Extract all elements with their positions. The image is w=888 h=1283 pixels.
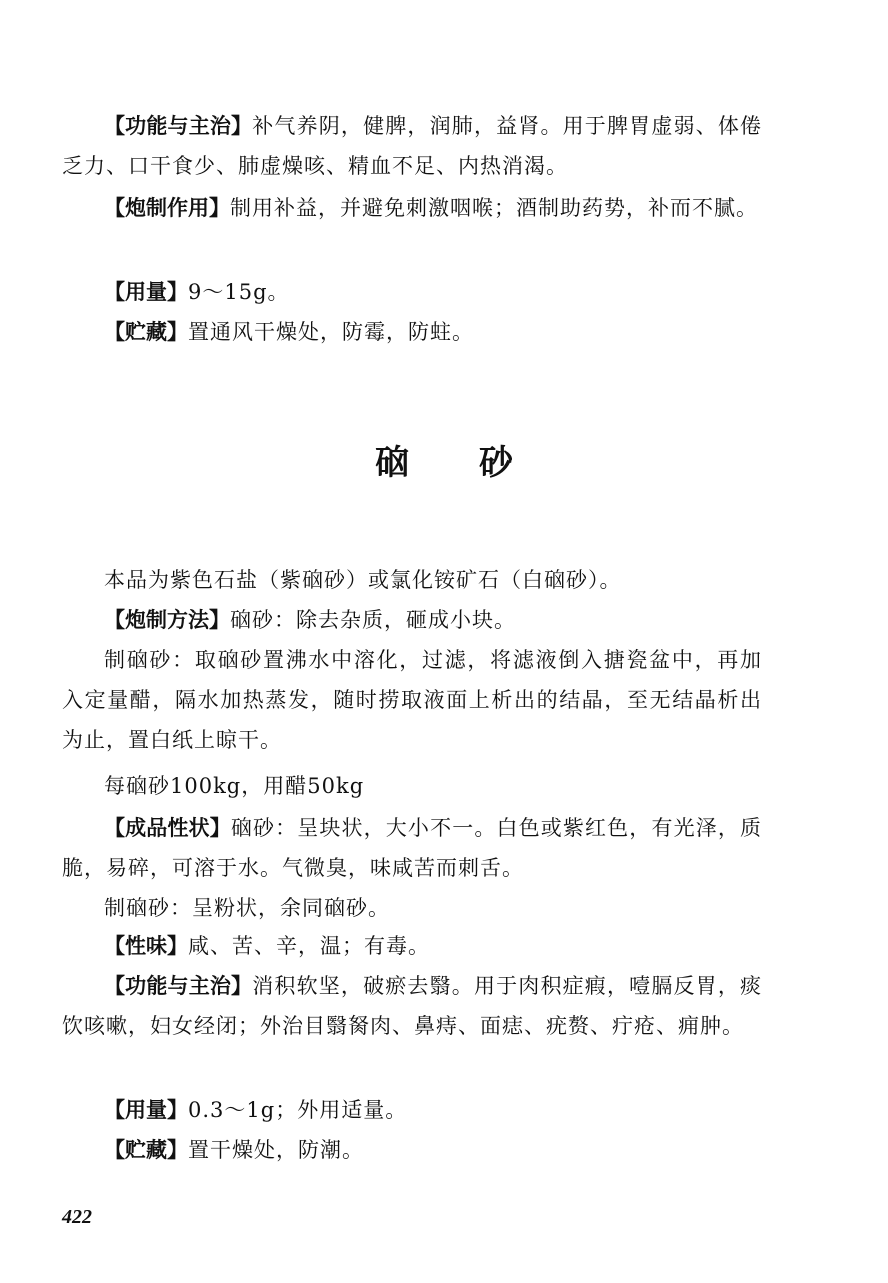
ratio-paragraph: 每硇砂100kg，用醋50kg	[104, 774, 365, 798]
product-label: 【成品性状】	[104, 815, 231, 840]
top-dosage-label: 【用量】	[104, 279, 188, 304]
entry-dosage-label: 【用量】	[104, 1097, 188, 1122]
entry-dosage-paragraph	[62, 1090, 762, 1130]
entry-storage-label: 【贮藏】	[104, 1137, 188, 1162]
entry-intro: 本品为紫色石盐（紫硇砂）或氯化铵矿石（白硇砂）。	[104, 568, 622, 592]
top-storage-text: 置通风干燥处，防霉，防蛀。	[188, 320, 474, 344]
top-processing-effect-label: 【炮制作用】	[104, 195, 230, 220]
entry-storage-text: 置干燥处，防潮。	[188, 1138, 364, 1162]
product-paragraph	[62, 808, 762, 888]
taste-label: 【性味】	[104, 933, 188, 958]
method-paragraph	[62, 600, 762, 640]
taste-paragraph	[62, 926, 762, 966]
top-function-text: 补气养阴，健脾，润肺，益肾。用于脾胃虚弱、体倦乏力、口干食少、肺虚燥咳、精血不足、内热消渴。	[62, 114, 763, 178]
method-label: 【炮制方法】	[104, 607, 230, 632]
method-text: 硇砂：除去杂质，砸成小块。	[230, 608, 516, 632]
entry-dosage-text: 0.3～1g；外用适量。	[188, 1098, 408, 1122]
page-number: 422	[62, 1206, 92, 1228]
taste-text: 咸、苦、辛，温；有毒。	[188, 934, 430, 958]
top-processing-effect-text: 制用补益，并避免刺激咽喉；酒制助药势，补而不腻。	[230, 196, 758, 220]
entry-title: 硇砂	[375, 443, 583, 483]
top-function-paragraph	[62, 106, 762, 186]
entry-function-text: 消积软坚，破瘀去翳。用于肉积症瘕，噎膈反胃，痰饮咳嗽，妇女经闭；外治目翳胬肉、鼻痔、面痣、疣赘、疔疮、痈肿。	[62, 974, 763, 1038]
top-dosage-paragraph	[62, 272, 762, 312]
top-dosage-text: 9～15g。	[188, 280, 290, 304]
entry-function-label: 【功能与主治】	[104, 973, 253, 998]
top-function-label: 【功能与主治】	[104, 113, 253, 138]
entry-function-paragraph	[62, 966, 762, 1046]
product-detail-paragraph: 制硇砂：呈粉状，余同硇砂。	[104, 896, 390, 920]
entry-storage-paragraph	[62, 1130, 762, 1170]
top-processing-effect-paragraph	[62, 188, 762, 228]
top-storage-label: 【贮藏】	[104, 319, 188, 344]
top-storage-paragraph	[62, 312, 762, 352]
product-text: 硇砂：呈块状，大小不一。白色或紫红色，有光泽，质脆，易碎，可溶于水。气微臭，味咸苦而刺舌。	[62, 816, 762, 880]
method-detail-paragraph: 制硇砂：取硇砂置沸水中溶化，过滤，将滤液倒入搪瓷盆中，再加入定量醋，隔水加热蒸发，随时捞取液面上析出的结晶，至无结晶析出为止，置白纸上晾干。	[62, 648, 762, 752]
